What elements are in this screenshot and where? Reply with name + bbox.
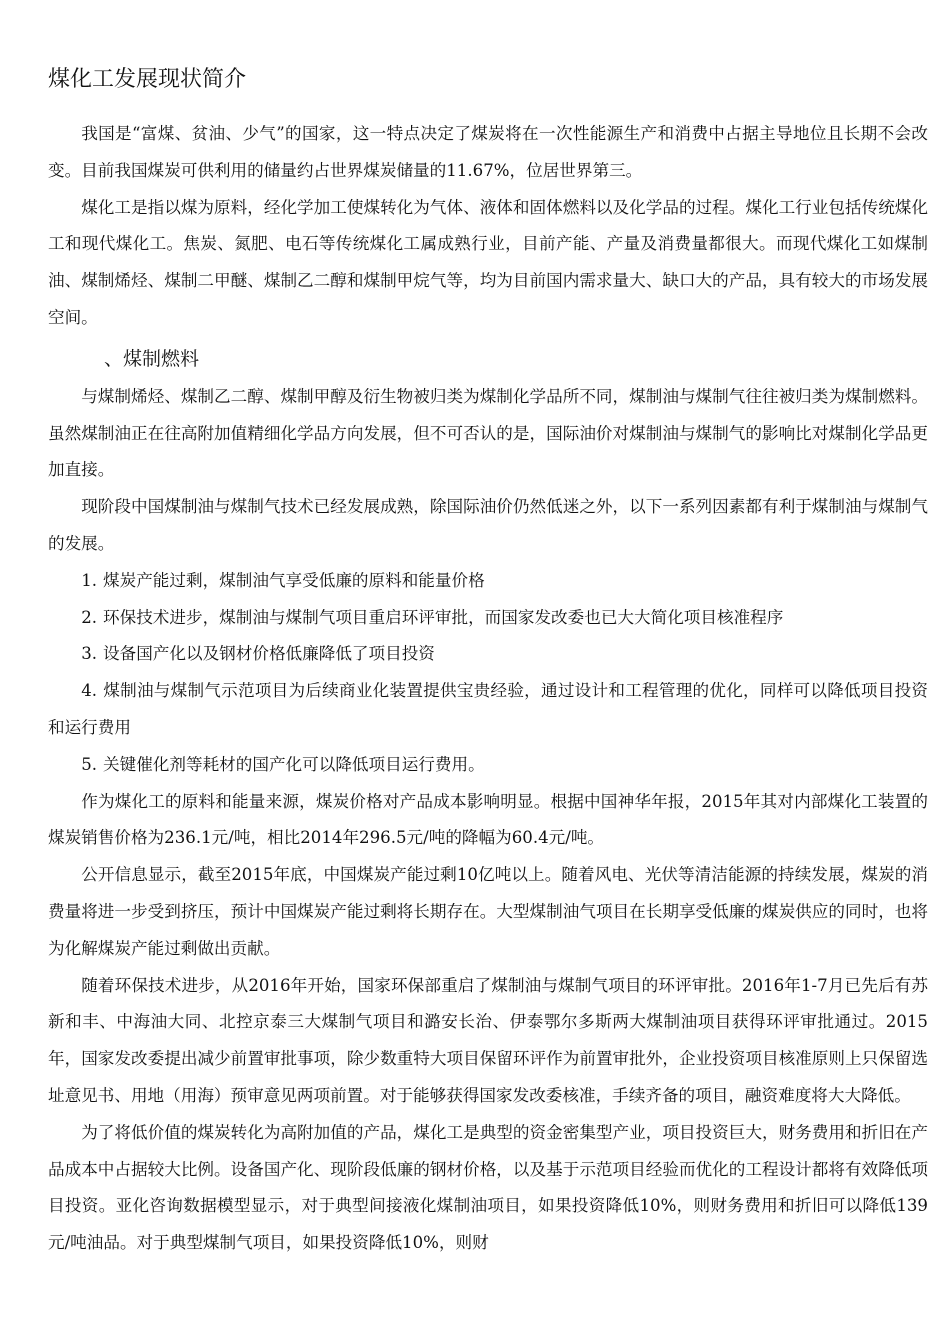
list-item (48, 600, 928, 637)
section-paragraph-2: 现阶段中国煤制油与煤制气技术已经发展成熟，除国际油价仍然低迷之外，以下一系列因素都有利于煤制油与煤制气的发展。 (48, 497, 928, 553)
list-item-number: 2. (81, 607, 98, 627)
section-heading-coal-fuel: 、煤制燃料 (104, 347, 200, 370)
list-item-text: 关键催化剂等耗材的国产化可以降低项目运行费用。 (103, 754, 485, 774)
list-item-number: 4. (81, 681, 98, 701)
body-paragraph-2: 公开信息显示，截至2015年底，中国煤炭产能过剩10亿吨以上。随着风电、光伏等清洁能源的持续发展，煤炭的消费量将进一步受到挤压，预计中国煤炭产能过剩将长期存在。大型煤制油气项目在长期享受低廉的煤炭供应的同时，也将为化解煤炭产能过剩做出贡献。 (48, 865, 928, 958)
list-item-number: 3. (81, 644, 98, 664)
body-paragraph-4: 为了将低价值的煤炭转化为高附加值的产品，煤化工是典型的资金密集型产业，项目投资巨大，财务费用和折旧在产品成本中占据较大比例。设备国产化、现阶段低廉的钢材价格，以及基于示范项目经验而优化的工程设计都将有效降低项目投资。亚化咨询数据模型显示，对于典型间接液化煤制油项目，如果投资降低10%，则财务费用和折旧可以降低139元/吨油品。对于典型煤制气项目，如果投资降低10%，则财 (48, 1122, 928, 1253)
intro-paragraph-2: 煤化工是指以煤为原料，经化学加工使煤转化为气体、液体和固体燃料以及化学品的过程。煤化工行业包括传统煤化工和现代煤化工。焦炭、氮肥、电石等传统煤化工属成熟行业，目前产能、产量及消费量都很大。而现代煤化工如煤制油、煤制烯烃、煤制二甲醚、煤制乙二醇和煤制甲烷气等，均为目前国内需求量大、缺口大的产品，具有较大的市场发展空间。 (48, 197, 928, 327)
document-page (48, 60, 928, 1262)
list-item (48, 563, 928, 600)
list-item-text: 煤炭产能过剩，煤制油气享受低廉的原料和能量价格 (103, 570, 485, 590)
list-item (48, 636, 928, 673)
list-item-number: 5. (81, 754, 98, 774)
list-item-text: 环保技术进步，煤制油与煤制气项目重启环评审批，而国家发改委也已大大简化项目核准程序 (103, 607, 784, 627)
list-item-number: 1. (81, 570, 98, 590)
list-item (48, 673, 928, 747)
list-item-text: 设备国产化以及钢材价格低廉降低了项目投资 (103, 644, 435, 664)
body-paragraph-3: 随着环保技术进步，从2016年开始，国家环保部重启了煤制油与煤制气项目的环评审批。2016年1-7月已先后有苏新和丰、中海油大同、北控京泰三大煤制气项目和潞安长治、伊泰鄂尔多斯两大煤制油项目获得环评审批通过。2015年，国家发改委提出减少前置审批事项，除少数重特大项目保留环评作为前置审批外，企业投资项目核准原则上只保留选址意见书、用地（用海）预审意见两项前置。对于能够获得国家发改委核准，手续齐备的项目，融资难度将大大降低。 (48, 975, 928, 1105)
list-item-text: 煤制油与煤制气示范项目为后续商业化装置提供宝贵经验，通过设计和工程管理的优化，同样可以降低项目投资和运行费用 (48, 681, 928, 737)
section-paragraph-1: 与煤制烯烃、煤制乙二醇、煤制甲醇及衍生物被归类为煤制化学品所不同，煤制油与煤制气往往被归类为煤制燃料。虽然煤制油正在往高附加值精细化学品方向发展，但不可否认的是，国际油价对煤制油与煤制气的影响比对煤制化学品更加直接。 (48, 386, 928, 480)
document-title: 煤化工发展现状简介 (48, 67, 247, 92)
list-item (48, 747, 928, 784)
intro-paragraph-1: 我国是“富煤、贫油、少气”的国家，这一特点决定了煤炭将在一次性能源生产和消费中占据主导地位且长期不会改变。目前我国煤炭可供利用的储量约占世界煤炭储量的11.67%，位居世界第三。 (48, 124, 928, 180)
body-paragraph-1: 作为煤化工的原料和能量来源，煤炭价格对产品成本影响明显。根据中国神华年报，2015年其对内部煤化工装置的煤炭销售价格为236.1元/吨，相比2014年296.5元/吨的降幅为60.4元/吨。 (48, 791, 928, 848)
factor-list (48, 563, 928, 784)
